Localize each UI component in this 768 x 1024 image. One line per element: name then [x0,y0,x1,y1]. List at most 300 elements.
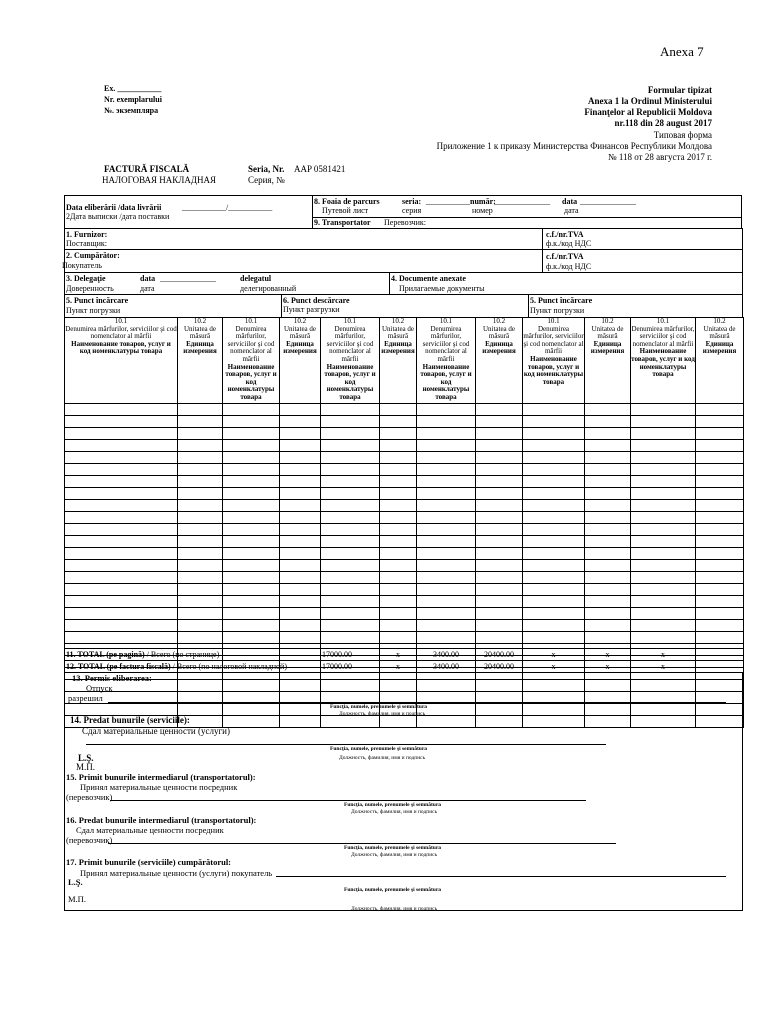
table-cell[interactable] [321,440,380,452]
buyer-caption-ru: Должность, фамилия, имя и подпись [351,906,438,912]
waybill-date-ru: дата [564,206,579,215]
table-cell[interactable] [178,440,223,452]
table-cell[interactable] [585,584,631,596]
table-cell[interactable] [321,404,380,416]
supplier-label-ru: Поставщик: [66,239,107,248]
table-cell[interactable] [280,572,321,584]
table-cell[interactable] [476,500,523,512]
table-cell[interactable] [380,500,417,512]
total-invoice-v1: 17000.00 [321,661,380,673]
table-cell[interactable] [380,488,417,500]
table-cell[interactable] [585,548,631,560]
table-cell[interactable] [417,464,476,476]
table-cell[interactable] [696,404,744,416]
table-cell[interactable] [380,536,417,548]
table-cell[interactable] [523,632,585,644]
table-cell[interactable] [631,632,696,644]
table-cell[interactable] [65,440,178,452]
table-cell[interactable] [380,608,417,620]
table-cell[interactable] [280,500,321,512]
table-cell[interactable] [523,512,585,524]
table-cell[interactable] [223,488,280,500]
table-cell[interactable] [476,632,523,644]
table-cell[interactable] [280,512,321,524]
table-cell[interactable] [65,608,178,620]
table-cell[interactable] [696,560,744,572]
buyer-received-line[interactable] [276,876,726,877]
table-cell[interactable] [280,536,321,548]
table-cell[interactable] [65,620,178,632]
table-cell[interactable] [321,488,380,500]
table-cell[interactable] [380,572,417,584]
table-cell[interactable] [696,548,744,560]
table-cell[interactable] [380,428,417,440]
series-label-ru: Серия, № [248,175,285,185]
table-cell[interactable] [321,608,380,620]
table-cell[interactable] [585,572,631,584]
table-cell[interactable] [223,476,280,488]
table-cell[interactable] [476,536,523,548]
table-cell[interactable] [417,548,476,560]
table-cell[interactable] [631,596,696,608]
table-cell[interactable] [631,572,696,584]
table-cell[interactable] [476,560,523,572]
table-cell[interactable] [178,500,223,512]
table-cell[interactable] [417,500,476,512]
table-cell[interactable] [178,416,223,428]
table-cell[interactable] [223,428,280,440]
buyer-received-ro: 17. Primit bunurile (serviciile) cumpărătorul: [66,857,232,867]
table-cell[interactable] [380,464,417,476]
table-cell[interactable] [476,620,523,632]
table-row [65,608,744,620]
table-cell[interactable] [223,464,280,476]
table-cell[interactable] [280,428,321,440]
table-cell[interactable] [178,560,223,572]
table-cell[interactable] [178,428,223,440]
table-cell[interactable] [417,596,476,608]
table-cell[interactable] [523,464,585,476]
table-cell[interactable] [321,428,380,440]
table-cell[interactable] [585,512,631,524]
table-cell[interactable] [223,404,280,416]
col-header-3: 10.1 Denumirea mărfurilor, serviciilor şi cod nomenclator al mărfii Наименование товаров, услуг и код номенклатуры товара [223,318,280,404]
table-cell[interactable] [523,560,585,572]
table-cell[interactable] [65,548,178,560]
table-cell[interactable] [476,476,523,488]
table-cell[interactable] [280,488,321,500]
table-cell[interactable] [417,452,476,464]
table-cell[interactable] [178,620,223,632]
table-row [65,500,744,512]
table-cell[interactable] [380,560,417,572]
buyer-vat-ru: ф.к./код НДС [546,262,592,271]
waybill-number-ro: număr: [470,197,496,206]
table-cell[interactable] [696,536,744,548]
table-cell[interactable] [523,440,585,452]
table-cell[interactable] [280,584,321,596]
table-cell[interactable] [523,608,585,620]
delegate-label-ro: delegatul [240,274,272,283]
table-row [65,416,744,428]
col-header-7: 10.1 Denumirea mărfurilor, serviciilor şi cod nomenclator al mărfii Наименование товаров, услуг и код номенклатуры товара [417,318,476,404]
col-header-2: 10.2 Unitatea de măsură Единица измерения [178,318,223,404]
table-cell[interactable] [321,464,380,476]
table-cell[interactable] [65,512,178,524]
table-cell[interactable] [585,536,631,548]
carrier-label-ru: Перевозчик: [384,218,427,227]
table-cell[interactable] [585,464,631,476]
table-cell[interactable] [178,464,223,476]
table-cell[interactable] [523,548,585,560]
table-cell[interactable] [523,428,585,440]
table-cell[interactable] [321,536,380,548]
table-cell[interactable] [178,512,223,524]
table-cell[interactable] [417,440,476,452]
table-cell[interactable] [585,476,631,488]
table-cell[interactable] [280,620,321,632]
documents-label-ru: Прилагаемые документы [399,284,485,293]
table-cell[interactable] [280,524,321,536]
table-cell[interactable] [321,596,380,608]
table-cell[interactable] [696,596,744,608]
table-cell[interactable] [476,608,523,620]
col-header-6: 10.2 Unitatea de măsură Единица измерения [380,318,417,404]
table-cell[interactable] [65,476,178,488]
table-cell[interactable] [417,560,476,572]
table-cell[interactable] [523,572,585,584]
table-cell[interactable] [631,488,696,500]
table-cell[interactable] [223,524,280,536]
table-cell[interactable] [585,596,631,608]
table-cell[interactable] [417,632,476,644]
release-caption-ro: Funcţia, numele, prenumele şi semnătura [330,704,428,710]
table-cell[interactable] [223,548,280,560]
table-cell[interactable] [178,476,223,488]
table-cell[interactable] [178,452,223,464]
table-cell[interactable] [321,500,380,512]
table-cell[interactable] [280,452,321,464]
table-cell[interactable] [223,608,280,620]
total-invoice-v2: x [380,661,417,673]
table-cell[interactable] [321,416,380,428]
table-cell[interactable] [280,476,321,488]
table-cell[interactable] [321,476,380,488]
table-cell[interactable] [585,452,631,464]
table-cell[interactable] [631,500,696,512]
table-cell[interactable] [631,524,696,536]
table-cell[interactable] [476,596,523,608]
table-cell[interactable] [321,620,380,632]
table-cell[interactable] [321,512,380,524]
table-cell[interactable] [696,632,744,644]
table-cell[interactable] [65,632,178,644]
table-cell[interactable] [280,596,321,608]
table-cell[interactable] [417,608,476,620]
table-cell[interactable] [380,596,417,608]
table-cell[interactable] [696,584,744,596]
table-cell[interactable] [696,620,744,632]
annex-order: Anexa 1 la Ordinul Ministerului [587,96,712,106]
table-cell[interactable] [523,620,585,632]
table-cell[interactable] [380,620,417,632]
table-cell[interactable] [696,608,744,620]
table-cell[interactable] [523,584,585,596]
release-signature-line[interactable] [108,702,726,703]
table-cell[interactable] [223,452,280,464]
table-cell[interactable] [380,584,417,596]
table-cell[interactable] [223,584,280,596]
table-cell[interactable] [65,464,178,476]
table-cell[interactable] [417,524,476,536]
table-cell[interactable] [696,452,744,464]
table-cell[interactable] [631,536,696,548]
total-invoice-v3: 3400.00 [417,661,476,673]
table-cell[interactable] [631,416,696,428]
table-cell[interactable] [523,404,585,416]
table-cell[interactable] [585,440,631,452]
table-cell[interactable] [585,560,631,572]
table-cell[interactable] [178,572,223,584]
table-cell[interactable] [65,572,178,584]
table-cell[interactable] [65,584,178,596]
table-cell[interactable] [380,416,417,428]
table-cell[interactable] [523,416,585,428]
table-cell[interactable] [696,440,744,452]
table-cell[interactable] [631,608,696,620]
total-invoice-v6: x [585,661,631,673]
table-cell[interactable] [476,440,523,452]
table-cell[interactable] [417,620,476,632]
table-cell[interactable] [223,572,280,584]
table-cell[interactable] [476,428,523,440]
table-cell[interactable] [417,572,476,584]
table-cell[interactable] [696,488,744,500]
table-cell[interactable] [523,596,585,608]
table-cell[interactable] [280,464,321,476]
table-cell[interactable] [223,440,280,452]
table-cell[interactable] [585,632,631,644]
handed-carrier-caption-ro: Funcţia, numele, prenumele şi semnătura [344,845,442,851]
table-cell[interactable] [178,404,223,416]
table-cell[interactable] [696,572,744,584]
table-cell[interactable] [65,416,178,428]
table-cell[interactable] [476,464,523,476]
date-label-ru: 2Дата выписки /дата поставки [66,212,170,221]
table-cell[interactable] [417,476,476,488]
table-cell[interactable] [223,632,280,644]
table-cell[interactable] [280,404,321,416]
table-cell[interactable] [476,512,523,524]
carrier-label-ro: 9. Transportator [314,218,371,227]
table-cell[interactable] [585,608,631,620]
table-cell[interactable] [585,404,631,416]
table-cell[interactable] [476,488,523,500]
annex-label: Anexa 7 [660,44,704,59]
table-cell[interactable] [321,572,380,584]
table-cell[interactable] [65,596,178,608]
table-cell[interactable] [696,416,744,428]
table-cell[interactable] [65,560,178,572]
table-cell[interactable] [280,416,321,428]
table-cell[interactable] [280,632,321,644]
table-cell[interactable] [178,488,223,500]
table-cell[interactable] [523,500,585,512]
table-cell[interactable] [280,548,321,560]
buyer-stamp-ru: М.П. [68,894,86,904]
table-cell[interactable] [380,512,417,524]
waybill-series-blank: ___________ [426,197,470,206]
order-number-ru: № 118 от 28 августа 2017 г. [608,152,712,162]
table-cell[interactable] [178,608,223,620]
table-cell[interactable] [476,452,523,464]
table-cell[interactable] [380,440,417,452]
total-invoice-label: 12. TOTAL (pe factura fiscală) / Всего (по налоговой накладной) [65,661,321,673]
table-cell[interactable] [417,512,476,524]
table-cell[interactable] [585,488,631,500]
table-row [65,440,744,452]
table-cell[interactable] [696,476,744,488]
handed-carrier-caption-ru: Должность, фамилия, имя и подпись [351,852,438,858]
table-cell[interactable] [696,428,744,440]
table-cell[interactable] [178,524,223,536]
table-cell[interactable] [178,584,223,596]
table-cell[interactable] [523,524,585,536]
waybill-number-blank: ______________ [494,197,550,206]
table-cell[interactable] [223,620,280,632]
date-label-ro: Data eliberării /data livrării [66,203,162,212]
table-cell[interactable] [65,524,178,536]
table-cell[interactable] [223,416,280,428]
table-cell[interactable] [585,524,631,536]
received-carrier-ru2: (перевозчик) [66,792,113,802]
table-cell[interactable] [380,404,417,416]
table-cell[interactable] [476,548,523,560]
waybill-label-ru: Путевой лист [322,206,369,215]
buyer-label-ro: 2. Cumpărător: [66,251,120,260]
table-cell[interactable] [585,500,631,512]
table-cell[interactable] [631,428,696,440]
table-cell[interactable] [280,608,321,620]
table-cell[interactable] [417,584,476,596]
table-cell[interactable] [65,404,178,416]
table-cell[interactable] [65,488,178,500]
table-cell[interactable] [321,632,380,644]
table-cell[interactable] [631,452,696,464]
table-cell[interactable] [417,404,476,416]
table-cell[interactable] [585,428,631,440]
order-number: nr.118 din 28 august 2017 [614,118,712,128]
table-cell[interactable] [631,548,696,560]
delegation-date-ro: data [140,274,156,283]
handed-carrier-line[interactable] [108,843,616,844]
table-cell[interactable] [178,596,223,608]
table-cell[interactable] [321,584,380,596]
table-cell[interactable] [696,512,744,524]
table-cell[interactable] [476,404,523,416]
table-cell[interactable] [380,548,417,560]
table-cell[interactable] [65,452,178,464]
table-cell[interactable] [178,632,223,644]
table-cell[interactable] [380,632,417,644]
table-cell[interactable] [280,440,321,452]
table-cell[interactable] [696,500,744,512]
release-label-ro: 13. Permis eliberarea: [72,673,152,683]
col-header-1: 10.1 Denumirea mărfurilor, serviciilor şi cod nomenclator al mărfii Наименование товаров, услуг и код номенклатуры товара [65,318,178,404]
table-cell[interactable] [380,524,417,536]
table-cell[interactable] [631,404,696,416]
table-cell[interactable] [476,572,523,584]
table-cell[interactable] [380,476,417,488]
table-cell[interactable] [65,500,178,512]
table-cell[interactable] [321,524,380,536]
table-cell[interactable] [223,596,280,608]
table-cell[interactable] [321,548,380,560]
table-cell[interactable] [476,524,523,536]
table-cell[interactable] [631,560,696,572]
table-cell[interactable] [321,560,380,572]
table-cell[interactable] [476,416,523,428]
table-cell[interactable] [523,452,585,464]
table-cell[interactable] [631,584,696,596]
table-cell[interactable] [65,536,178,548]
table-cell[interactable] [523,476,585,488]
table-cell[interactable] [417,428,476,440]
release-caption-ru: Должность, фамилия, имя и подпись [339,711,426,717]
table-cell[interactable] [178,536,223,548]
received-carrier-ru1: Принял материальные ценности посредник [80,782,238,792]
table-cell[interactable] [417,536,476,548]
table-cell[interactable] [380,452,417,464]
table-cell[interactable] [280,560,321,572]
loading-label-ro: 5. Punct încărcare [66,296,129,305]
table-cell[interactable] [696,464,744,476]
copy-number: Ex. ___________ [104,84,162,93]
table-cell[interactable] [585,416,631,428]
table-cell[interactable] [476,584,523,596]
table-cell[interactable] [523,488,585,500]
invoice-title-ro: FACTURĂ FISCALĂ [104,164,190,174]
table-cell[interactable] [321,452,380,464]
table-cell[interactable] [585,620,631,632]
buyer-received-ru: Принял материальные ценности (услуги) покупатель [80,868,273,878]
col-header-5: 10.1 Denumirea mărfurilor, serviciilor şi cod nomenclator al mărfii Наименование товаров, услуг и код номенклатуры товара [321,318,380,404]
table-row [65,620,744,632]
handed-stamp-ro: L.Ş. [78,753,94,763]
copy-label-ro: Nr. exemplarului [104,95,162,104]
table-cell[interactable] [178,548,223,560]
table-cell[interactable] [223,560,280,572]
table-cell[interactable] [223,512,280,524]
handed-carrier-ru1: Сдал материальные ценности посредник [76,825,224,835]
table-cell[interactable] [223,500,280,512]
table-cell[interactable] [696,524,744,536]
handed-signature-line[interactable] [86,744,606,745]
table-cell[interactable] [417,488,476,500]
delegation-label-ru: Доверенность [66,284,114,293]
table-cell[interactable] [223,536,280,548]
table-cell[interactable] [631,476,696,488]
received-carrier-ro: 15. Primit bunurile intermediarul (transportatorul): [66,772,256,782]
table-cell[interactable] [523,536,585,548]
table-cell[interactable] [65,428,178,440]
table-cell[interactable] [631,440,696,452]
table-cell[interactable] [417,416,476,428]
table-cell[interactable] [631,512,696,524]
received-carrier-line[interactable] [110,800,586,801]
table-cell[interactable] [631,464,696,476]
table-cell[interactable] [631,620,696,632]
